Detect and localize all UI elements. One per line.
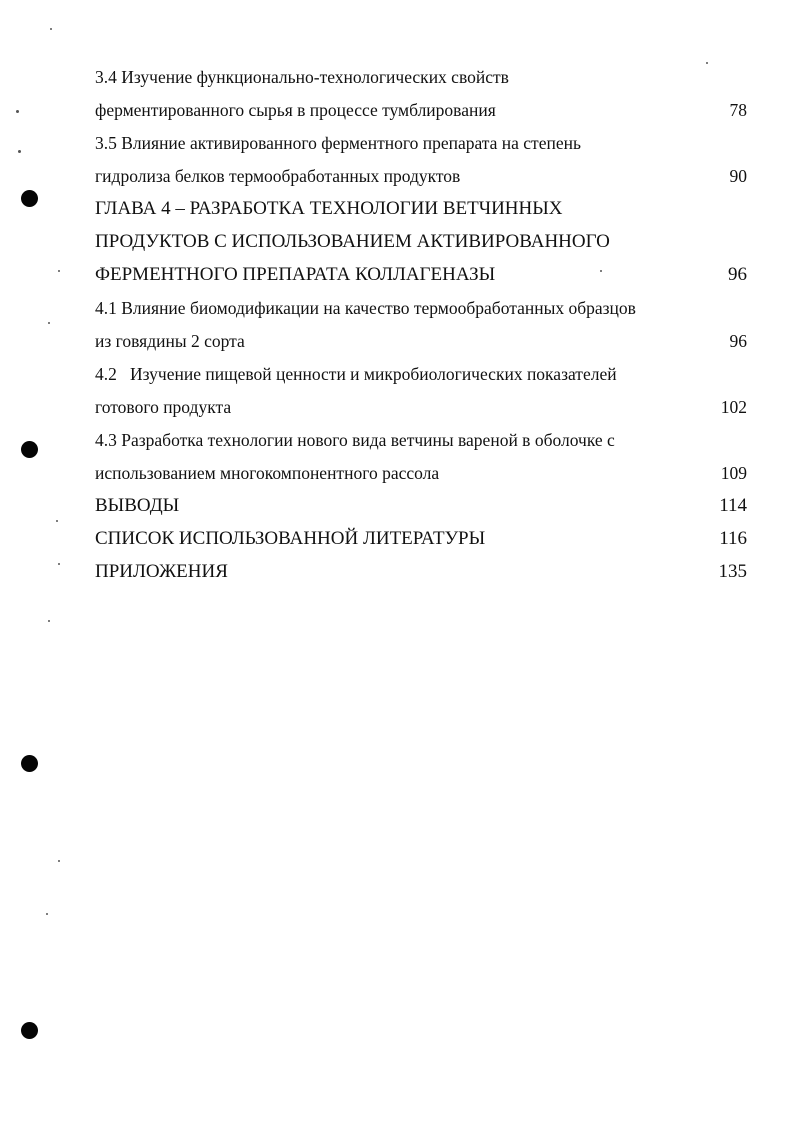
scan-speck: [18, 150, 21, 153]
toc-entry-text: 4.1 Влияние биомодификации на качество термообработанных образцов: [95, 298, 636, 318]
toc-entry-text: 3.4 Изучение функционально-технологических свойств: [95, 67, 509, 87]
scan-speck: [46, 913, 48, 915]
table-of-contents: [95, 63, 747, 591]
toc-line: [95, 393, 747, 426]
toc-line: [95, 129, 747, 162]
punch-hole: [21, 441, 38, 458]
toc-page-number: 96: [729, 331, 747, 351]
toc-entry-text: готового продукта: [95, 397, 232, 417]
toc-line: [95, 327, 747, 360]
punch-hole: [21, 755, 38, 772]
toc-page-number: 135: [718, 561, 747, 582]
scan-speck: [56, 520, 58, 522]
punch-hole: [21, 190, 38, 207]
scan-speck: [50, 28, 52, 30]
toc-line: [95, 63, 747, 96]
toc-page-number: 102: [720, 397, 747, 417]
toc-line: [95, 426, 747, 459]
toc-line: [95, 558, 747, 591]
toc-entry-text: ферментированного сырья в процессе тумблирования: [95, 100, 496, 120]
toc-section-title: СПИСОК ИСПОЛЬЗОВАННОЙ ЛИТЕРАТУРЫ: [95, 528, 486, 549]
toc-section-title: ВЫВОДЫ: [95, 495, 180, 516]
toc-chapter-title: ГЛАВА 4 – РАЗРАБОТКА ТЕХНОЛОГИИ ВЕТЧИННЫХ: [95, 198, 563, 219]
toc-entry-text: из говядины 2 сорта: [95, 331, 245, 351]
toc-entry-text: гидролиза белков термообработанных продуктов: [95, 166, 461, 186]
scan-speck: [58, 270, 60, 272]
toc-line: [95, 96, 747, 129]
toc-line: [95, 162, 747, 195]
toc-line: [95, 294, 747, 327]
toc-entry-text: 3.5 Влияние активированного ферментного препарата на степень: [95, 133, 581, 153]
toc-page-number: 109: [720, 463, 747, 483]
toc-section-title: ПРИЛОЖЕНИЯ: [95, 561, 228, 582]
toc-page-number: 78: [729, 100, 747, 120]
toc-chapter-title: ПРОДУКТОВ С ИСПОЛЬЗОВАНИЕМ АКТИВИРОВАННОГО: [95, 231, 610, 252]
toc-line: [95, 459, 747, 492]
toc-entry-text: использованием многокомпонентного рассола: [95, 463, 440, 483]
scan-speck: [48, 620, 50, 622]
toc-line: [95, 360, 747, 393]
punch-hole: [21, 1022, 38, 1039]
toc-line: [95, 228, 747, 261]
toc-page-number: 114: [719, 495, 747, 516]
toc-line: [95, 492, 747, 525]
toc-line: [95, 525, 747, 558]
toc-page-number: 96: [728, 264, 747, 285]
toc-entry-text: 4.3 Разработка технологии нового вида ветчины вареной в оболочке с: [95, 430, 615, 450]
toc-chapter-title: ФЕРМЕНТНОГО ПРЕПАРАТА КОЛЛАГЕНАЗЫ: [95, 264, 496, 285]
toc-line: [95, 195, 747, 228]
scan-speck: [58, 563, 60, 565]
scan-speck: [48, 322, 50, 324]
toc-line: [95, 261, 747, 294]
toc-entry-text: 4.2 Изучение пищевой ценности и микробиологических показателей: [95, 364, 617, 384]
scan-speck: [16, 110, 19, 113]
scan-speck: [58, 860, 60, 862]
toc-page-number: 90: [729, 166, 747, 186]
toc-page-number: 116: [719, 528, 747, 549]
